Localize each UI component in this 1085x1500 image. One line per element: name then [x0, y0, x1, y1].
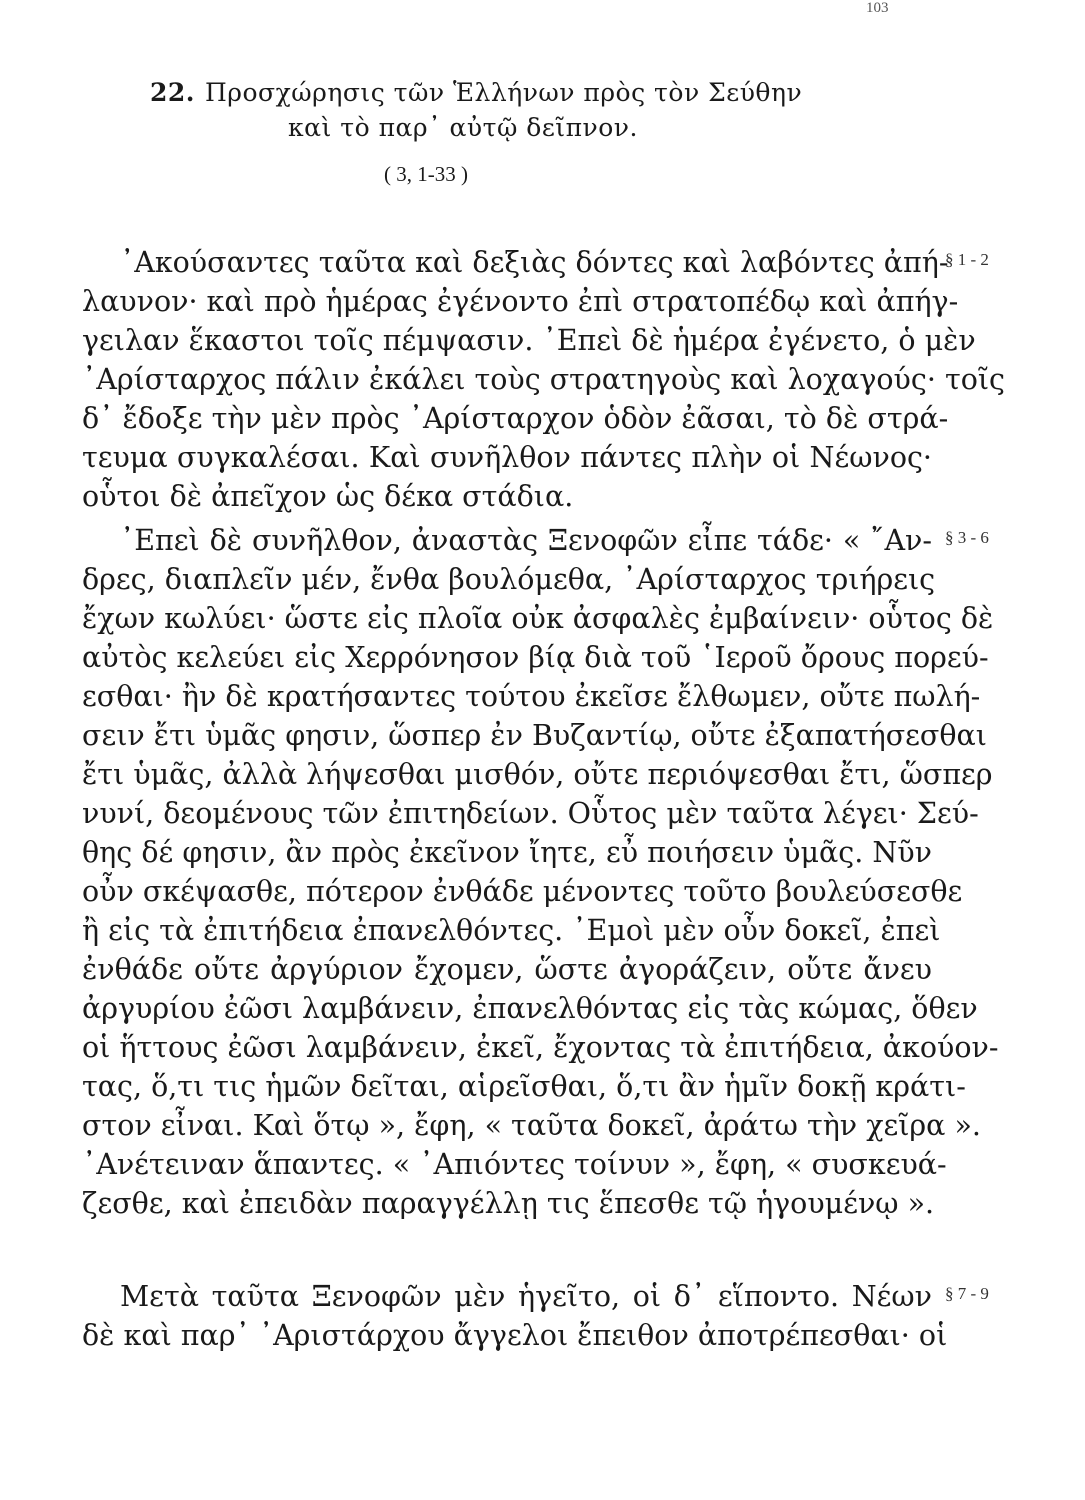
text-line: Μετὰ ταῦτα Ξενοφῶν μὲν ἡγεῖτο, οἱ δ᾽ εἵποντο. Νέων: [120, 1280, 932, 1313]
chapter-heading: [150, 78, 802, 107]
text-line: οὖν σκέψασθε, πότερον ἐνθάδε μένοντες τοῦτο βουλεύσεσθε: [82, 875, 963, 908]
text-line: ἢ εἰς τὰ ἐπιτήδεια ἐπανελθόντες. ᾽Εμοὶ μὲν οὖν δοκεῖ, ἐπεὶ: [82, 914, 941, 947]
text-line: ζεσθε, καὶ ἐπειδὰν παραγγέλλῃ τις ἕπεσθε τῷ ἡγουμένῳ ».: [82, 1187, 935, 1220]
text-line: γειλαν ἕκαστοι τοῖς πέμψασιν. ᾽Επεὶ δὲ ἡμέρα ἐγένετο, ὁ μὲν: [82, 324, 976, 357]
text-line: ᾽Ανέτειναν ἅπαντες. « ᾽Απιόντες τοίνυν », ἔφη, « συσκευά-: [82, 1148, 947, 1181]
margin-section-ref: § 7 - 9: [945, 1284, 989, 1303]
text-line: οἱ ἥττους ἐῶσι λαμβάνειν, ἐκεῖ, ἔχοντας τὰ ἐπιτήδεια, ἀκούον-: [82, 1031, 999, 1064]
text-line: τας, ὅ,τι τις ἡμῶν δεῖται, αἱρεῖσθαι, ὅ,τι ἂν ἡμῖν δοκῇ κράτι-: [82, 1070, 966, 1103]
text-line: ἐνθάδε οὔτε ἀργύριον ἔχομεν, ὥστε ἀγοράζειν, οὔτε ἄνευ: [82, 953, 932, 986]
margin-section-ref: § 1 - 2: [945, 250, 989, 269]
text-line: δ᾽ ἔδοξε τὴν μὲν πρὸς ᾽Αρίσταρχον ὁδὸν ἐᾶσαι, τὸ δὲ στρά-: [82, 402, 949, 435]
text-line: οὗτοι δὲ ἀπεῖχον ὡς δέκα στάδια.: [82, 480, 574, 513]
text-line: ᾽Επεὶ δὲ συνῆλθον, ἀναστὰς Ξενοφῶν εἶπε τάδε· « ῎Αν-: [120, 524, 932, 557]
page-number: 103: [866, 0, 889, 16]
text-line: ᾽Ακούσαντες ταῦτα καὶ δεξιὰς δόντες καὶ λαβόντες ἀπή-: [120, 246, 949, 279]
text-line: ἀργυρίου ἐῶσι λαμβάνειν, ἐπανελθόντας εἰς τὰς κώμας, ὅθεν: [82, 992, 978, 1025]
text-line: σειν ἔτι ὑμᾶς φησιν, ὥσπερ ἐν Βυζαντίῳ, οὔτε ἐξαπατήσεσθαι: [82, 719, 987, 752]
chapter-number: 22.: [150, 78, 195, 107]
text-line: λαυνον· καὶ πρὸ ἡμέρας ἐγένοντο ἐπὶ στρατοπέδῳ καὶ ἀπήγ-: [82, 285, 959, 318]
text-line: ᾽Αρίσταρχος πάλιν ἐκάλει τοὺς στρατηγοὺς καὶ λοχαγούς· τοῖς: [82, 363, 1006, 396]
text-line: εσθαι· ἢν δὲ κρατήσαντες τούτου ἐκεῖσε ἔλθωμεν, οὔτε πωλή-: [82, 680, 981, 713]
text-line: στον εἶναι. Καὶ ὅτῳ », ἔφη, « ταῦτα δοκεῖ, ἀράτω τὴν χεῖρα ».: [82, 1109, 981, 1142]
text-line: δρες, διαπλεῖν μέν, ἔνθα βουλόμεθα, ᾽Αρίσταρχος τριήρεις: [82, 563, 936, 596]
text-line: θης δέ φησιν, ἂν πρὸς ἐκεῖνον ἴητε, εὖ ποιήσειν ὑμᾶς. Νῦν: [82, 836, 932, 869]
text-line: δὲ καὶ παρ᾽ ᾽Αριστάρχου ἄγγελοι ἔπειθον ἀποτρέπεσθαι· οἱ: [82, 1319, 948, 1352]
text-line: νυνί, δεομένους τῶν ἐπιτηδείων. Οὗτος μὲν ταῦτα λέγει· Σεύ-: [82, 797, 979, 830]
text-line: ἔτι ὑμᾶς, ἀλλὰ λήψεσθαι μισθόν, οὔτε περιόψεσθαι ἔτι, ὥσπερ: [82, 758, 993, 791]
chapter-title-line-1: Προσχώρησις τῶν Ἑλλήνων πρὸς τὸν Σεύθην: [205, 78, 803, 107]
text-line: ἔχων κωλύει· ὥστε εἰς πλοῖα οὐκ ἀσφαλὲς ἐμβαίνειν· οὗτος δὲ: [82, 602, 994, 635]
source-reference: ( 3, 1-33 ): [384, 162, 468, 186]
margin-section-ref: § 3 - 6: [945, 528, 989, 547]
text-line: τευμα συγκαλέσαι. Καὶ συνῆλθον πάντες πλὴν οἱ Νέωνος·: [82, 441, 932, 474]
chapter-title-line-2: καὶ τὸ παρ᾽ αὐτῷ δεῖπνον.: [288, 113, 638, 142]
text-line: αὐτὸς κελεύει εἰς Χερρόνησον βίᾳ διὰ τοῦ ῾Ιεροῦ ὄρους πορεύ-: [82, 641, 989, 674]
